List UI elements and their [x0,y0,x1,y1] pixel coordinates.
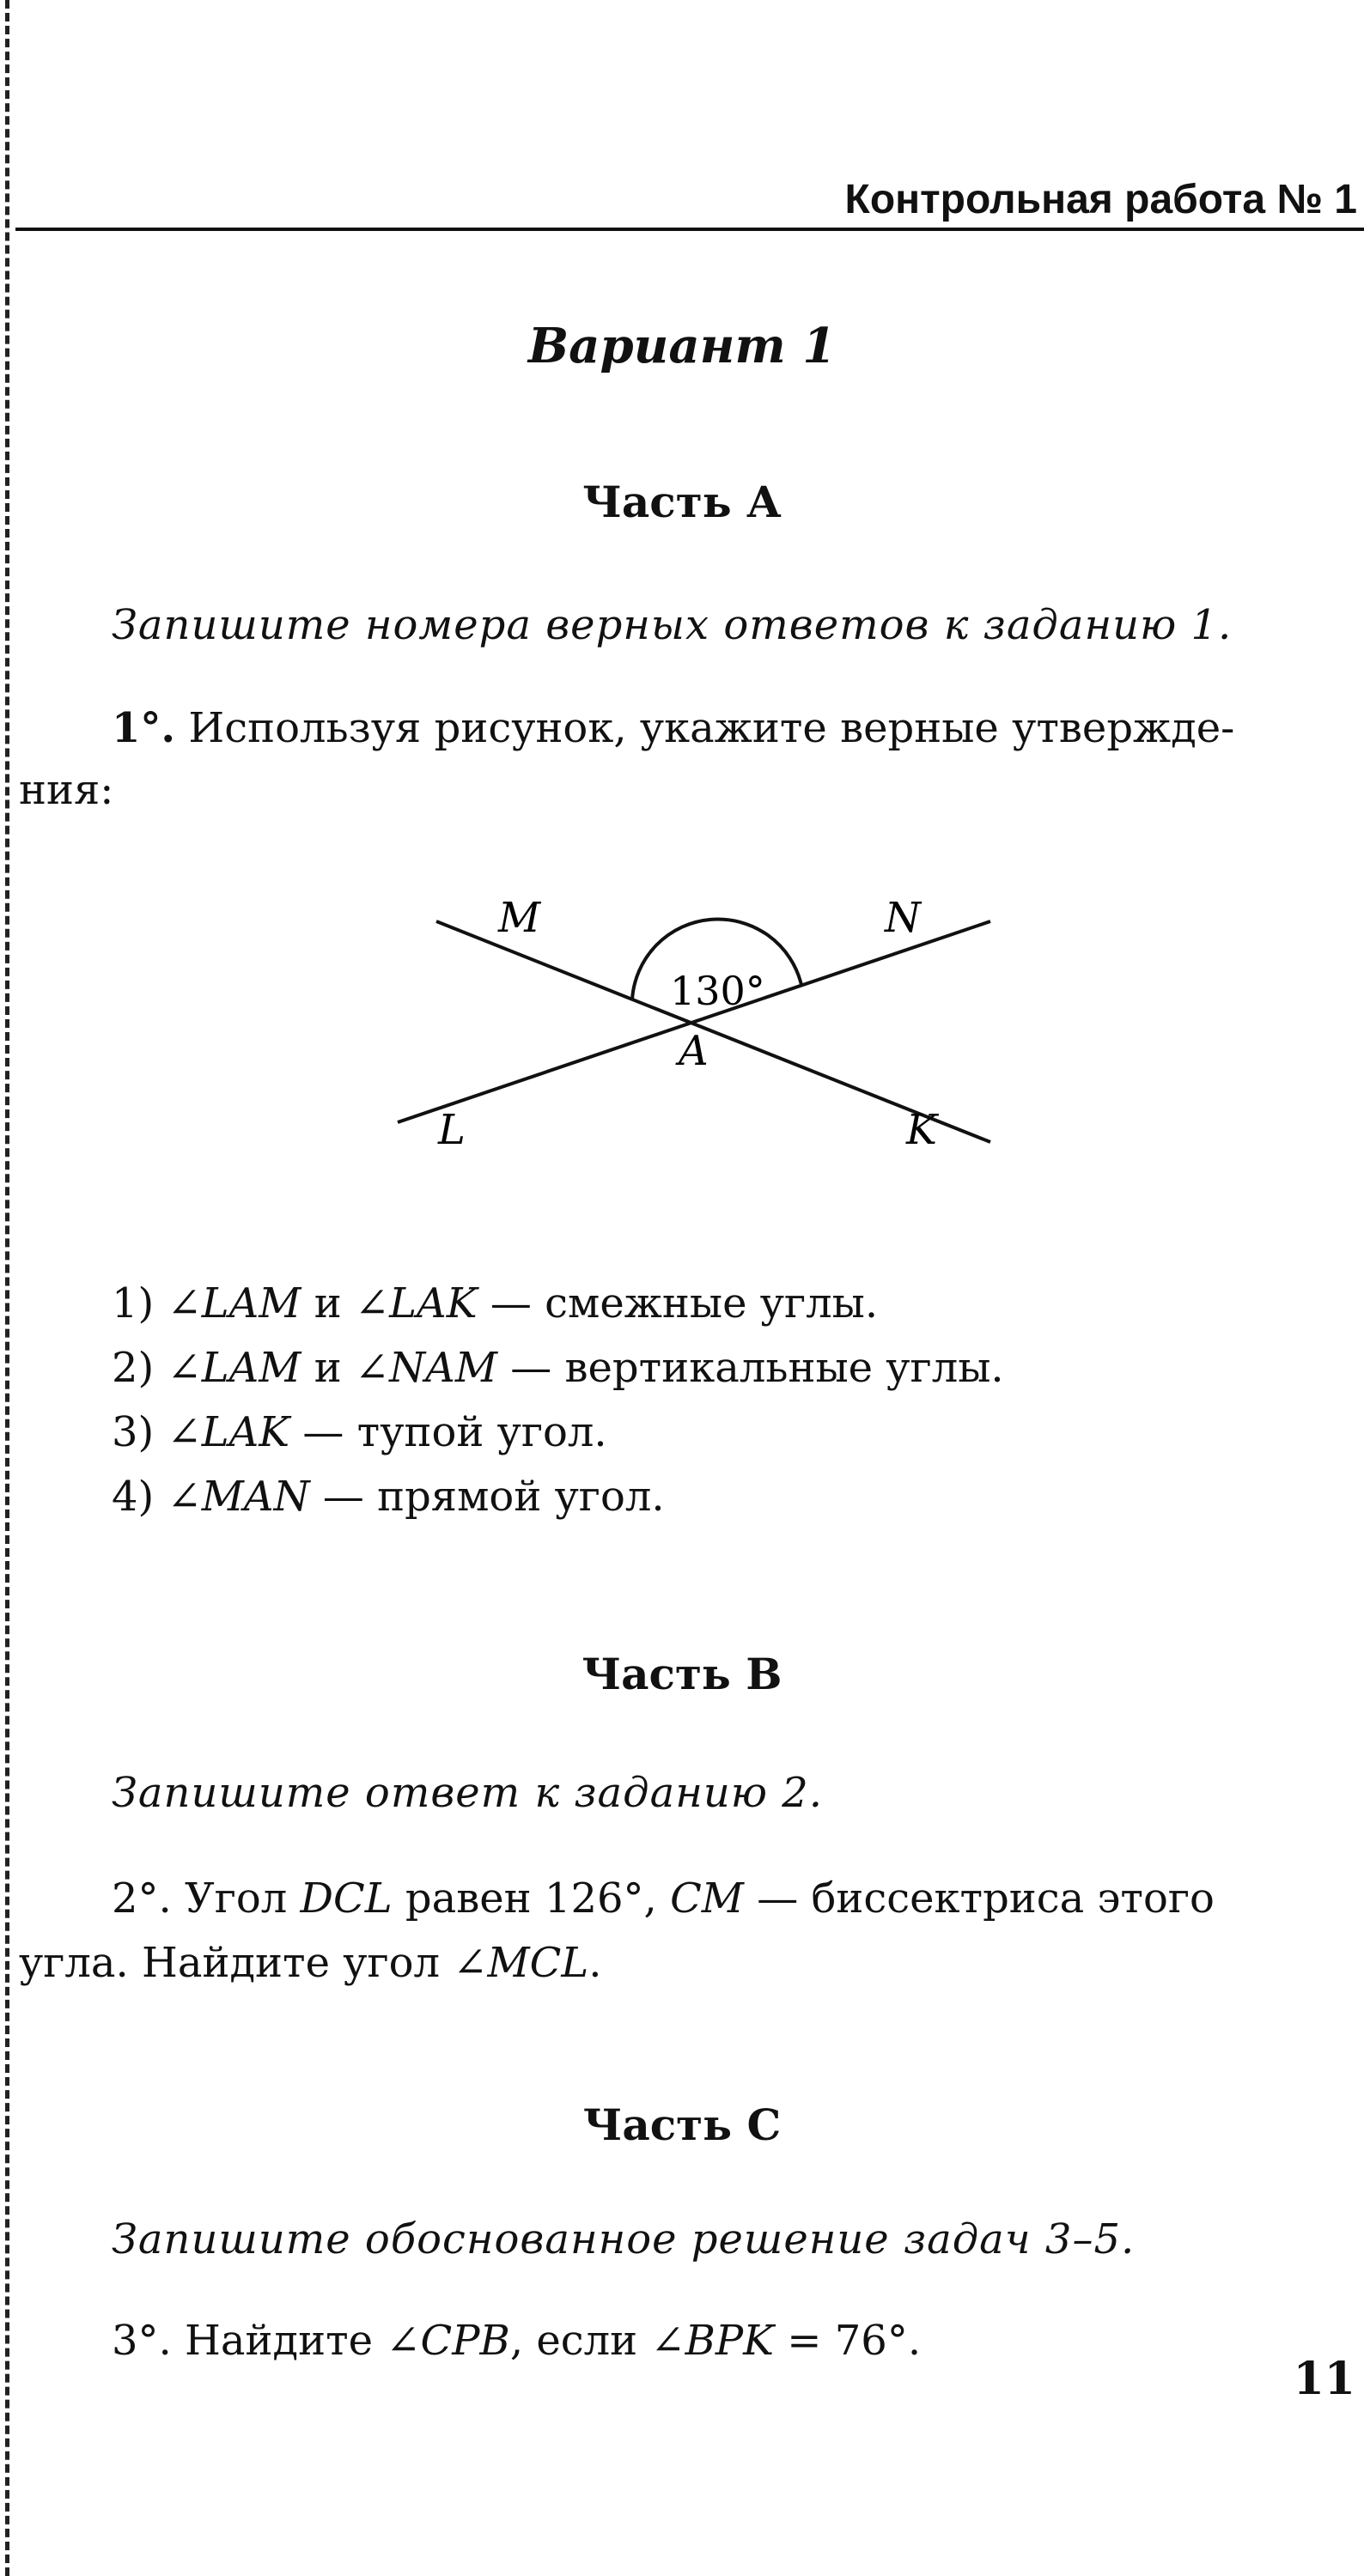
option-3 [112,1408,607,1456]
task2-text: . [588,1939,602,1987]
option-4 [112,1473,665,1521]
label-m: M [498,894,541,942]
option-number: 4) [112,1473,155,1521]
page-number: 11 [1293,2353,1355,2405]
running-header: Контрольная работа № 1 [844,177,1357,222]
option-angle-a: ∠LAM [167,1279,301,1327]
task3-angle-bpk: ∠BPK [650,2317,775,2365]
task3-text: Найдите [171,2317,387,2365]
option-angle-a: ∠LAM [167,1344,301,1392]
option-text: — смежные углы. [477,1279,879,1327]
option-2 [112,1344,1004,1392]
option-angle-a: ∠LAK [167,1408,290,1456]
task2-line1 [112,1868,1215,1929]
part-b-title: Часть В [582,1649,782,1699]
task3-number: 3°. [112,2317,172,2365]
task1-text: Используя рисунок, укажите верные утвержде- [188,704,1235,752]
task2-text: равен 126°, [392,1874,671,1923]
task1-line1 [112,697,1234,759]
part-c-instruction: Запишите обоснованное решение задач 3–5. [112,2215,1136,2263]
task2-text: — биссектриса этого [743,1874,1215,1923]
option-conj: и [301,1344,355,1392]
angles-figure [0,893,1364,1176]
label-k: K [906,1106,937,1154]
task1-line2: ния: [19,766,114,814]
option-conj: и [301,1279,355,1327]
option-angle-b: ∠NAM [354,1344,497,1392]
label-a: A [679,1027,709,1075]
option-text: — вертикальные углы. [496,1344,1004,1392]
option-1 [112,1279,878,1327]
line-ln [398,921,990,1122]
task2-var-dcl: DCL [300,1874,393,1923]
label-n: N [885,894,921,942]
task3-text: , если [509,2317,651,2365]
task2-var-cm: CM [670,1874,744,1923]
task2-text: Угол [171,1874,301,1923]
part-b-instruction: Запишите ответ к заданию 2. [112,1769,824,1817]
label-l: L [438,1106,466,1154]
task3-line [112,2310,921,2372]
cut-line [5,0,9,2576]
task2-angle-mcl: ∠MCL [453,1939,589,1987]
part-c-title: Часть С [582,2099,782,2150]
task3-angle-cpb: ∠CPB [386,2317,510,2365]
task2-line2 [19,1932,602,1994]
option-number: 2) [112,1344,155,1392]
part-a-title: Часть А [582,477,782,527]
part-a-instruction: Запишите номера верных ответов к заданию 1. [112,601,1233,649]
angle-value: 130° [670,968,765,1014]
option-text: — прямой угол. [309,1473,665,1521]
option-text: — тупой угол. [289,1408,607,1456]
option-angle-a: ∠MAN [167,1473,310,1521]
task2-number: 2°. [112,1874,172,1923]
option-angle-b: ∠LAK [354,1279,478,1327]
option-number: 1) [112,1279,155,1327]
option-number: 3) [112,1408,155,1456]
header-rule [15,228,1364,231]
variant-title: Вариант 1 [527,318,837,374]
task3-text: = 76°. [774,2317,922,2365]
task2-text: угла. Найдите угол [19,1939,454,1987]
task1-number: 1°. [112,704,176,752]
